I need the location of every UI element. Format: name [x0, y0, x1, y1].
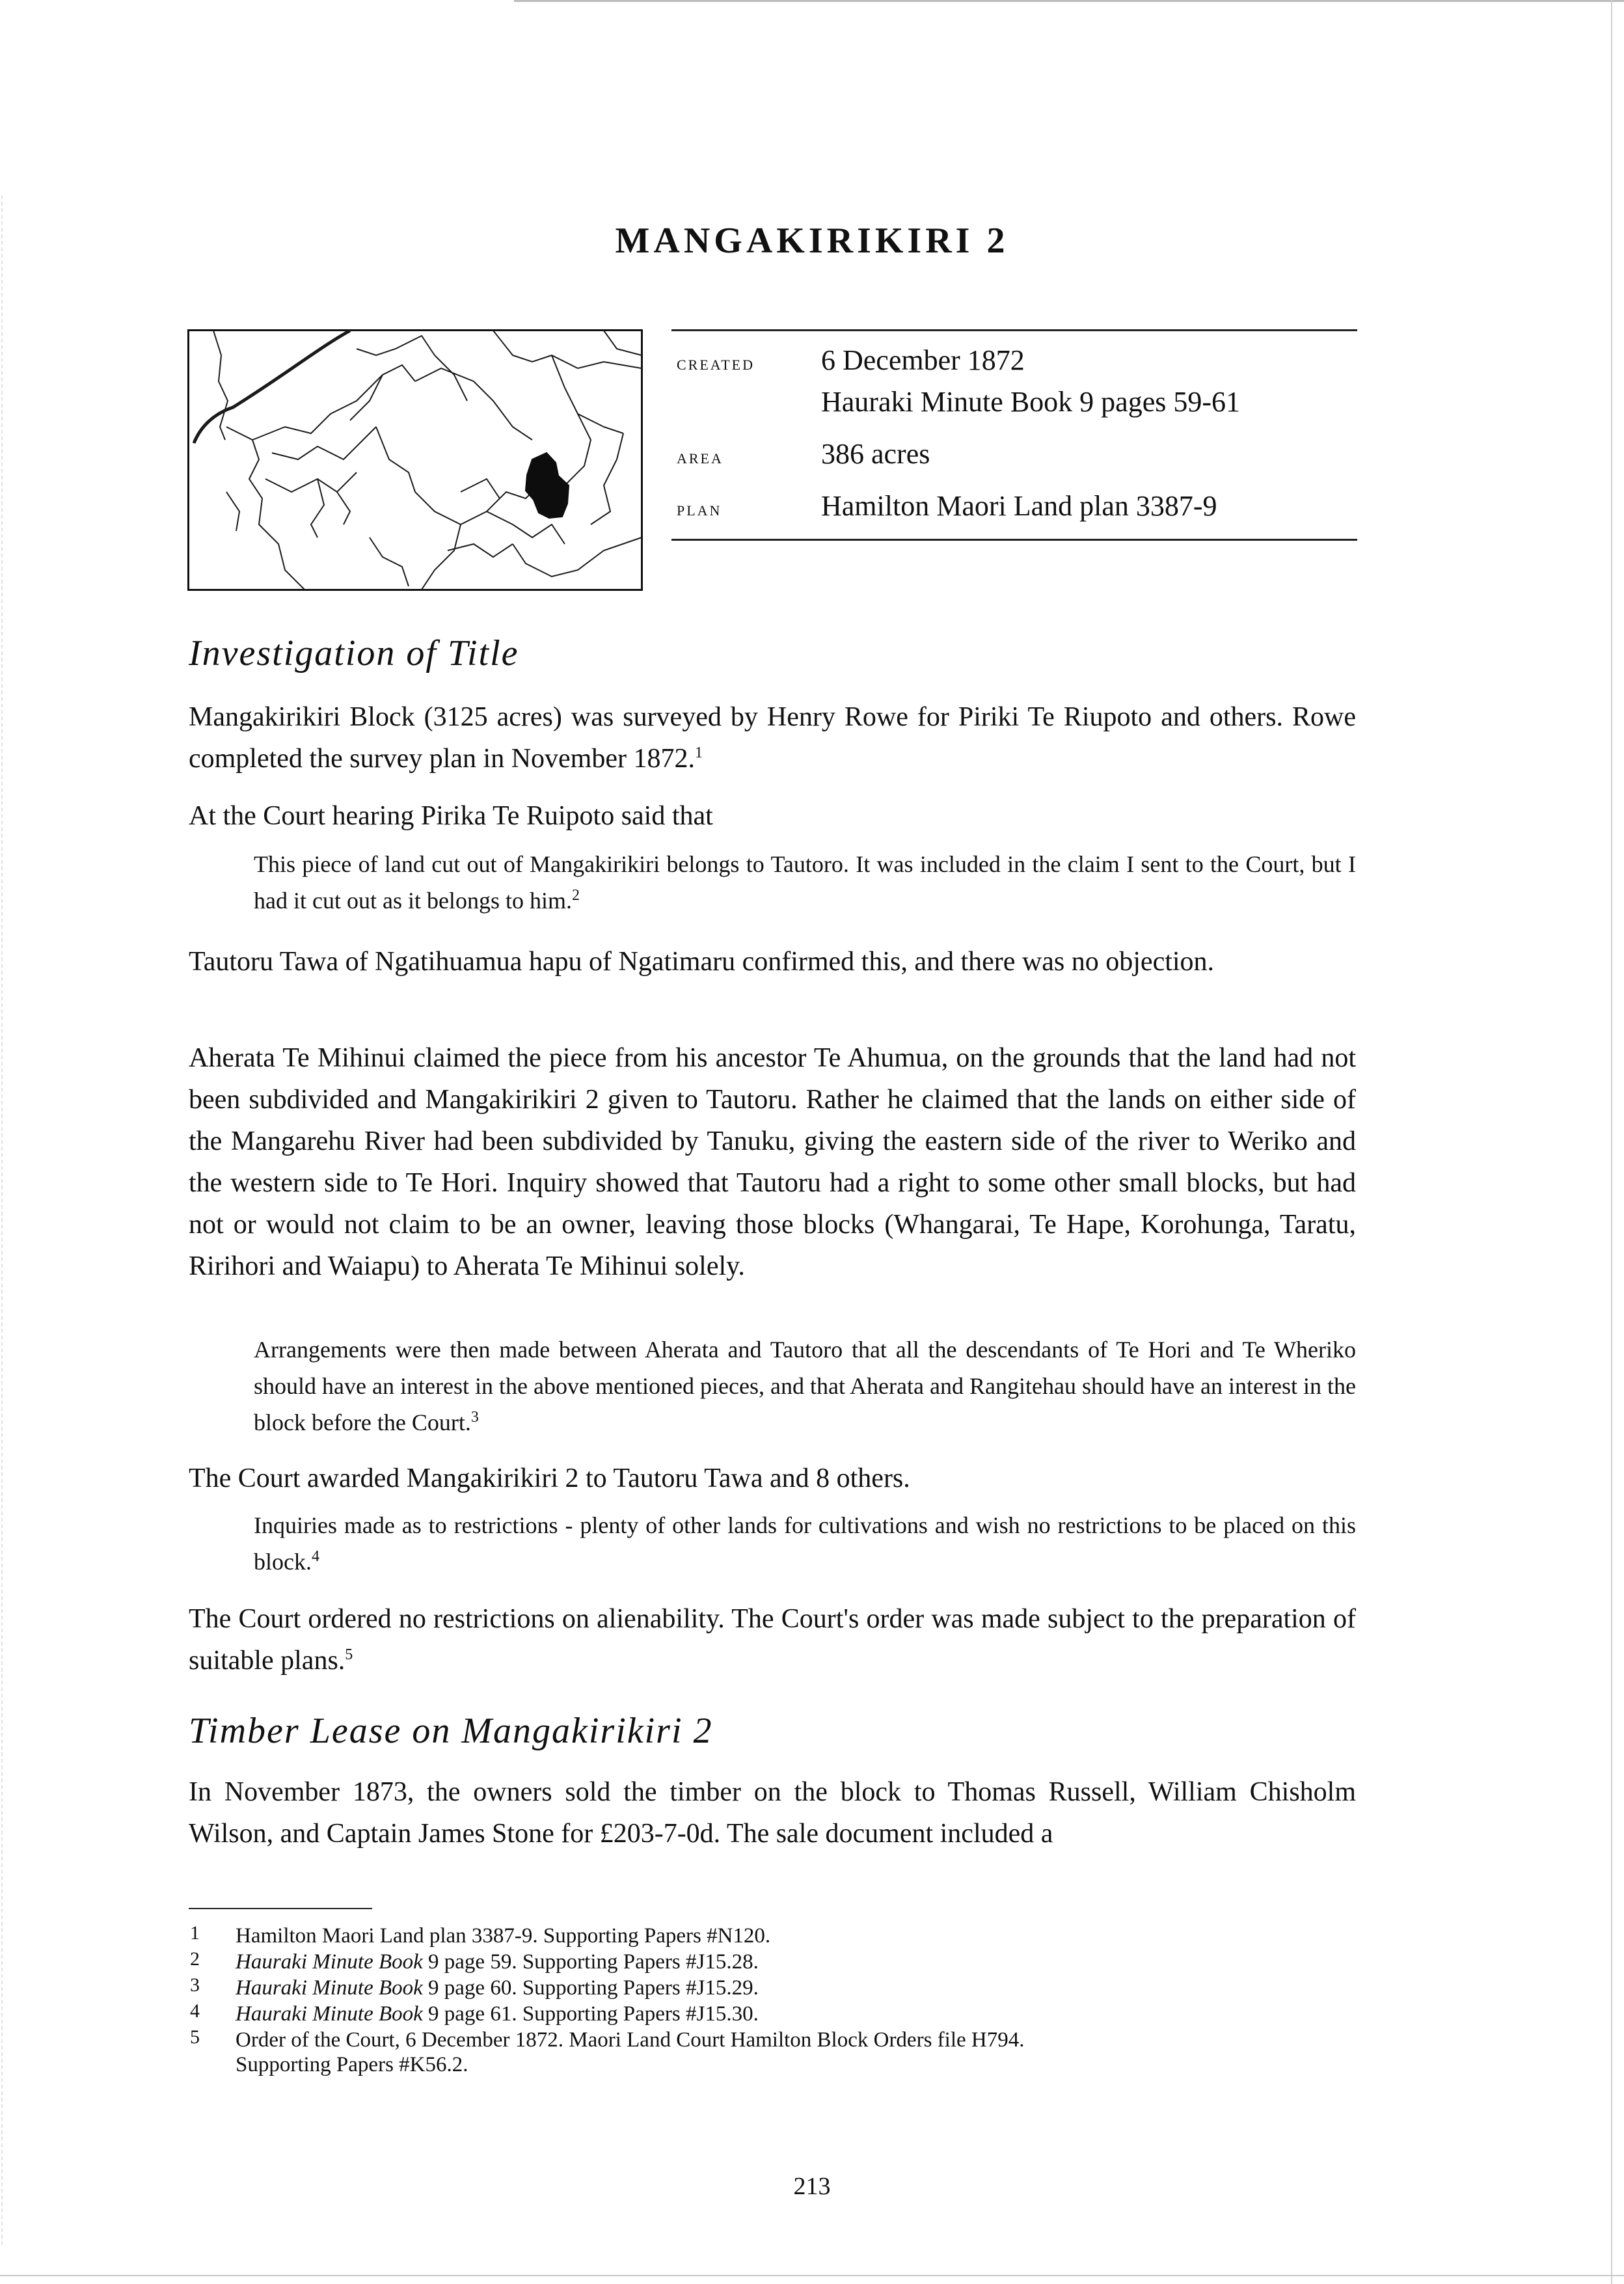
footnote-source-title: Hauraki Minute Book: [236, 1950, 423, 1974]
investigation-paragraph-3: Tautoru Tawa of Ngatihuamua hapu of Ngatimaru confirmed this, and there was no objection.: [189, 947, 1215, 977]
footnote-ref: 5: [345, 1646, 353, 1663]
footnote-source-title: Hauraki Minute Book: [236, 2002, 423, 2026]
area-value: 386 acres: [821, 438, 930, 470]
quote-text: This piece of land cut out of Mangakirikiri belongs to Tautoro. It was included in the claim I sent to the Court, but I had it cut out as it belongs to him.: [254, 851, 1356, 914]
paragraph-text: The Court ordered no restrictions on alienability. The Court's order was made subject to the preparation of suitable plans.: [189, 1604, 1356, 1676]
created-label: created: [677, 351, 755, 374]
page-number: 213: [793, 2173, 831, 2200]
investigation-paragraph-2: At the Court hearing Pirika Te Ruipoto said that: [189, 801, 713, 831]
investigation-paragraph-6: [189, 1598, 1356, 1681]
footnote-source-title: Hauraki Minute Book: [236, 1976, 423, 2000]
footnote-number: 3: [190, 1974, 200, 1996]
info-bottom-rule: [671, 539, 1357, 541]
footnote-number: 1: [190, 1922, 200, 1944]
plan-value: Hamilton Maori Land plan 3387-9: [821, 490, 1217, 522]
quote-3: [254, 1507, 1356, 1580]
timber-heading: Timber Lease on Mangakirikiri 2: [189, 1711, 713, 1751]
footnote-1: [236, 1924, 1355, 1948]
timber-paragraph-1: In November 1873, the owners sold the timber on the block to Thomas Russell, William Chisholm Wilson, and Captain James Stone for £203-7-0d. The sale document included a: [189, 1777, 1356, 1849]
quote-1: [254, 846, 1356, 919]
info-top-rule: [671, 329, 1357, 331]
location-map: [187, 329, 643, 591]
footnote-ref: 3: [470, 1409, 479, 1426]
quote-text: Inquiries made as to restrictions - plenty of other lands for cultivations and wish no restrictions to be placed on this block.: [254, 1512, 1356, 1575]
footnote-text: Order of the Court, 6 December 1872. Maori Land Court Hamilton Block Orders file H794.: [236, 2028, 1025, 2052]
area-label: area: [677, 445, 724, 468]
footnote-text: Hamilton Maori Land plan 3387-9. Supporting Papers #N120.: [236, 1924, 771, 1948]
investigation-heading: Investigation of Title: [189, 633, 519, 673]
investigation-paragraph-4: Aherata Te Mihinui claimed the piece from his ancestor Te Ahumua, on the grounds that the land had not been subdivided and Mangakirikiri 2 given to Tautoru. Rather he claimed that the lands on either side of the Mangarehu River had been subdivided by Tanuku, giving the eastern side of the river to Weriko and the western side to Te Hori. Inquiry showed that Tautoru had a right to some other small blocks, but had not or would not claim to be an owner, leaving those blocks (Whangarai, Te Hape, Korohunga, Taratu, Ririhori and Waiapu) to Aherata Te Mihinui solely.: [189, 1043, 1356, 1281]
investigation-paragraph-5: The Court awarded Mangakirikiri 2 to Tautoru Tawa and 8 others.: [189, 1463, 910, 1493]
footnote-4: [236, 2002, 1355, 2026]
footnote-3: [236, 1976, 1355, 2000]
footnote-ref: 2: [571, 887, 580, 904]
plan-label: plan: [677, 497, 722, 520]
footnote-number: 2: [190, 1948, 200, 1970]
scan-edge-bottom: [0, 2275, 1624, 2276]
footnote-text: 9 page 60. Supporting Papers #J15.29.: [422, 1976, 759, 2000]
quote-text: Arrangements were then made between Aherata and Tautoro that all the descendants of Te Hori and Te Wheriko should have an interest in the above mentioned pieces, and that Aherata and Rangitehau should have an interest in the block before the Court.: [254, 1337, 1356, 1435]
footnote-ref: 1: [694, 744, 703, 761]
footnote-ref: 4: [311, 1548, 319, 1565]
footnote-text: 9 page 59. Supporting Papers #J15.28.: [422, 1950, 759, 1974]
footnote-2: [236, 1950, 1355, 1974]
footnote-rule: [189, 1908, 372, 1909]
footnote-text: 9 page 61. Supporting Papers #J15.30.: [422, 2002, 759, 2026]
footnote-5: [236, 2028, 1355, 2077]
footnote-text-continued: Supporting Papers #K56.2.: [236, 2053, 468, 2076]
scan-edge-left: [1, 195, 3, 2245]
created-source: Hauraki Minute Book 9 pages 59-61: [821, 386, 1240, 418]
page-title: MANGAKIRIKIRI 2: [615, 221, 1009, 261]
created-value: 6 December 1872: [821, 344, 1025, 376]
scan-edge-right: [1611, 0, 1612, 2284]
paragraph-text: Mangakirikiri Block (3125 acres) was surveyed by Henry Rowe for Piriki Te Riupoto and others. Rowe completed the survey plan in November 1872.: [189, 702, 1356, 774]
footnote-number: 4: [190, 2000, 200, 2022]
footnote-number: 5: [190, 2026, 200, 2048]
quote-2: [254, 1331, 1356, 1441]
scan-edge-top: [514, 0, 1624, 2]
investigation-paragraph-1: [189, 696, 1356, 780]
